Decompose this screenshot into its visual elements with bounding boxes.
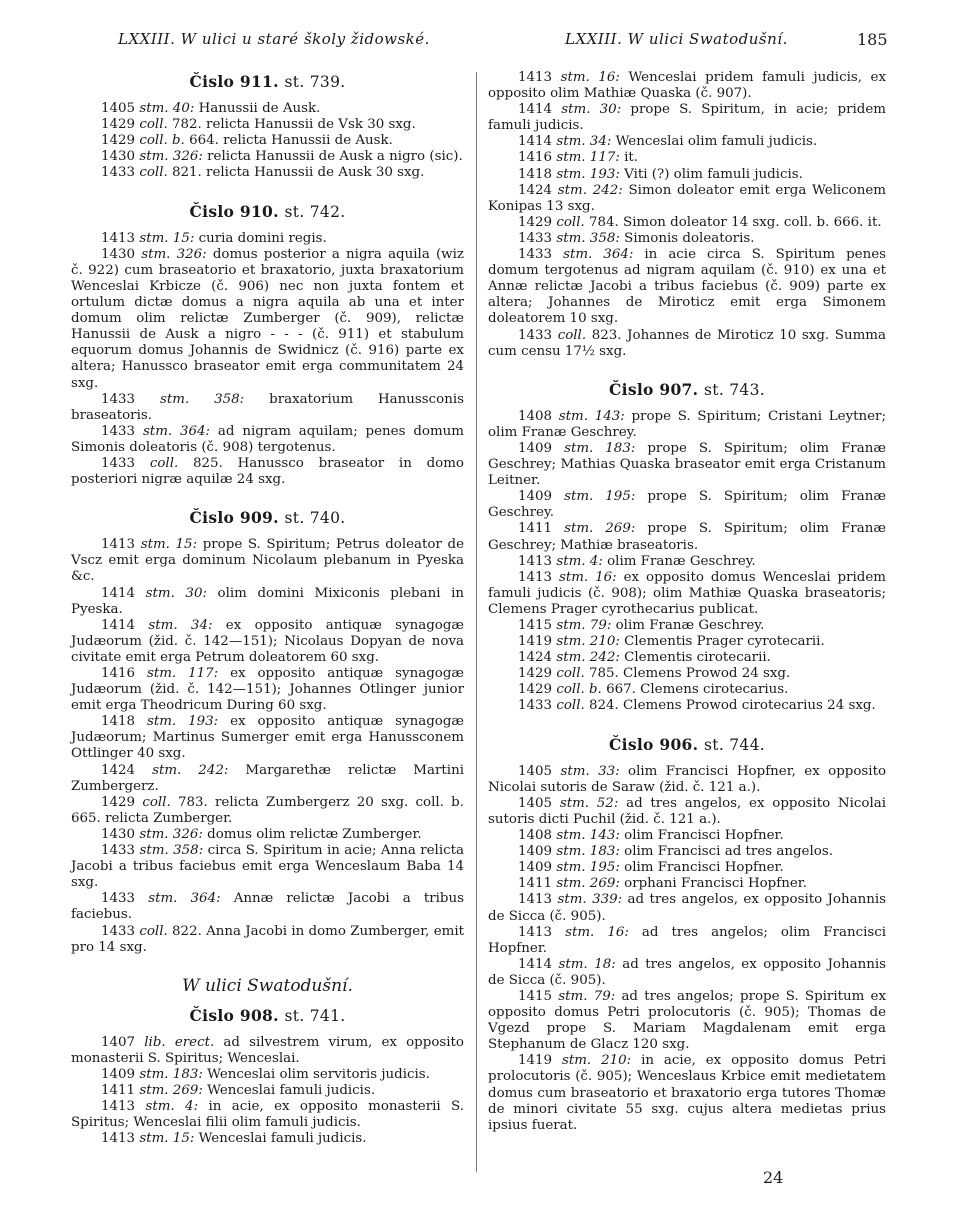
entry-st: st. 742. xyxy=(284,202,346,221)
entry-paragraph: 1405 stm. 40: Hanussii de Ausk. xyxy=(101,101,321,117)
entry-paragraph: 1413 stm. 16: ad tres angelos; olim Francisci Hopfner. xyxy=(488,924,887,956)
entry-paragraph: 1419 stm. 210: in acie, ex opposito domus Petri prolocutoris (č. 905); Wenceslaus Krbice emit medietatem domus cum braseatorio et braxatorio erga tutores Thomæ de minori civitate 55 sxg. cujus altera medietas prius ipsius fuerat. xyxy=(488,1053,886,1133)
header-right-title: LXXIII. W ulici Swatodušní. xyxy=(565,30,788,48)
signature-mark: 24 xyxy=(763,1168,784,1187)
entry-heading xyxy=(71,510,464,526)
entry-paragraph: 1413 stm. 15: Wenceslai famuli judicis. xyxy=(101,1131,367,1147)
entry-st: st. 739. xyxy=(284,73,346,91)
entry-paragraph: 1413 stm. 16: Wenceslai pridem famuli judicis, ex opposito olim Mathiæ Quaska (č. 907). xyxy=(488,70,887,102)
entry-paragraph: 1416 stm. 117: ex opposito antiquæ synagogæ Judæorum (žid. č. 142—151); Johannes Otlinger junior emit erga Theodricum During 60 sxg. xyxy=(71,666,464,714)
entry-paragraph: 1414 stm. 30: prope S. Spiritum, in acie; pridem famuli judicis. xyxy=(488,102,886,134)
entry-paragraph: 1414 stm. 34: ex opposito antiquæ synagogæ Judæorum (žid. č. 142—151); Nicolaus Dopyan de nova civitate emit erga Petrum doleatorem 60 sxg. xyxy=(71,617,464,665)
left-column xyxy=(71,70,464,1148)
entry-paragraph: 1409 stm. 195: prope S. Spiritum; olim Franæ Geschrey. xyxy=(488,489,886,521)
entry-paragraph: 1433 stm. 358: circa S. Spiritum in acie; Anna relicta Jacobi a tribus faciebus emit erga Wenceslaum Baba 14 sxg. xyxy=(71,843,464,891)
entry-number: Čislo 908. xyxy=(189,1005,279,1025)
entry-paragraph: 1429 coll. 784. Simon doleator 14 sxg. coll. b. 666. it. xyxy=(518,214,882,230)
entry-paragraph: 1413 stm. 4: in acie, ex opposito monasterii S. Spiritus; Wenceslai filii olim famuli judicis. xyxy=(71,1099,465,1131)
entry-paragraph: 1433 coll. 824. Clemens Prowod cirotecarius 24 sxg. xyxy=(518,698,876,714)
entry-st: st. 740. xyxy=(284,509,346,528)
entry-paragraph: 1433 coll. 822. Anna Jacobi in domo Zumberger, emit pro 14 sxg. xyxy=(71,923,464,955)
entry-paragraph: 1429 coll. b. 667. Clemens cirotecarius. xyxy=(518,682,789,698)
entry-st: st. 741. xyxy=(284,1006,346,1025)
entry-paragraph: 1430 stm. 326: domus olim relictæ Zumberger. xyxy=(101,826,422,842)
entry-paragraph: 1409 stm. 183: prope S. Spiritum; olim Franæ Geschrey; Mathias Quaska braseator emit erga Cristanum Leitner. xyxy=(488,440,886,489)
entry-paragraph: 1433 coll. 821. relicta Hanussii de Ausk 30 sxg. xyxy=(101,165,425,181)
right-column xyxy=(488,70,886,1134)
entry-paragraph: 1433 stm. 364: ad nigram aquilam; penes domum Simonis doleatoris (č. 908) tergotenus. xyxy=(71,423,464,455)
entry-st: st. 743. xyxy=(704,380,765,399)
street-heading: W ulici Swatodušní. xyxy=(182,975,353,996)
entry-paragraph: 1405 stm. 52: ad tres angelos, ex opposito Nicolai sutoris dicti Puchil (žid. č. 121 a.). xyxy=(488,795,886,827)
entry-paragraph: 1416 stm. 117: it. xyxy=(518,150,639,166)
entry-heading xyxy=(488,379,886,399)
entry-number: Čislo 909. xyxy=(189,508,279,528)
entry-paragraph: 1409 stm. 183: Wenceslai olim servitoris judicis. xyxy=(101,1067,430,1083)
entry-paragraph: 1409 stm. 183: olim Francisci ad tres angelos. xyxy=(518,844,833,860)
header-left-title: LXXIII. W ulici u staré školy židowské. xyxy=(118,30,430,48)
entry-paragraph: 1413 stm. 15: curia domini regis. xyxy=(101,230,327,246)
entry-heading xyxy=(71,1005,464,1025)
entry-st: st. 744. xyxy=(704,735,765,754)
entry-paragraph: 1408 stm. 143: olim Francisci Hopfner. xyxy=(518,828,784,844)
entry-number: Čislo 911. xyxy=(189,72,279,91)
entry-paragraph: 1408 stm. 143: prope S. Spiritum; Cristani Leytner; olim Franæ Geschrey. xyxy=(488,408,886,440)
column-divider xyxy=(476,72,477,1172)
entry-paragraph: 1418 stm. 193: Viti (?) olim famuli judicis. xyxy=(518,166,803,182)
page-number: 185 xyxy=(857,30,888,49)
entry-number: Čislo 906. xyxy=(609,734,699,754)
entry-paragraph: 1413 stm. 15: prope S. Spiritum; Petrus doleator de Vscz emit erga dominum Nicolaum plebanum in Pyeska &c. xyxy=(71,537,464,585)
entry-paragraph: 1415 stm. 79: olim Franæ Geschrey. xyxy=(518,618,765,633)
entry-paragraph: 1429 coll. 785. Clemens Prowod 24 sxg. xyxy=(518,666,791,682)
entry-paragraph: 1429 coll. 782. relicta Hanussii de Vsk 30 sxg. xyxy=(101,117,416,133)
entry-paragraph: 1433 coll. 823. Johannes de Miroticz 10 sxg. Summa cum censu 17½ sxg. xyxy=(488,327,886,359)
entry-paragraph: 1430 stm. 326: relicta Hanussii de Ausk a nigro (sic). xyxy=(101,149,463,165)
entry-number: Čislo 910. xyxy=(189,201,279,221)
entry-paragraph: 1411 stm. 269: prope S. Spiritum; olim Franæ Geschrey; Mathiæ braseatoris. xyxy=(488,521,886,553)
entry-number: Čislo 907. xyxy=(609,379,699,399)
entry-paragraph: 1429 coll. b. 664. relicta Hanussii de Ausk. xyxy=(101,133,393,149)
entry-heading xyxy=(71,201,464,221)
entry-heading xyxy=(71,74,464,90)
entry-paragraph: 1415 stm. 79: ad tres angelos; prope S. Spiritum ex opposito domus Petri prolocutoris (č. 905); Thomas de Vgezd prope S. Mariam Magdalenam emit erga Stephanum de Glacz 120 sxg. xyxy=(488,988,886,1053)
entry-paragraph: 1409 stm. 195: olim Francisci Hopfner. xyxy=(518,860,784,876)
entry-paragraph: 1413 stm. 339: ad tres angelos, ex opposito Johannis de Sicca (č. 905). xyxy=(488,892,886,924)
entry-paragraph: 1433 stm. 358: braxatorium Hanussconis braseatoris. xyxy=(71,391,464,423)
entry-paragraph: 1413 stm. 16: ex opposito domus Wenceslai pridem famuli judicis (č. 908); olim Mathiæ Quaska braseatoris; Clemens Prager cyrothecarius publicat. xyxy=(488,569,887,617)
entry-paragraph: 1407 lib. erect. ad silvestrem virum, ex opposito monasterii S. Spiritus; Wenceslai. xyxy=(71,1034,464,1066)
entry-paragraph: 1405 stm. 33: olim Francisci Hopfner, ex opposito Nicolai sutoris de Saraw (žid. č. 121 a.). xyxy=(488,763,887,795)
entry-paragraph: 1419 stm. 210: Clementis Prager cyrotecarii. xyxy=(518,634,825,650)
entry-heading xyxy=(488,734,886,754)
entry-paragraph: 1418 stm. 193: ex opposito antiquæ synagogæ Judæorum; Martinus Sumerger emit erga Hanussconem Ottlinger 40 sxg. xyxy=(71,714,464,762)
entry-paragraph: 1433 stm. 358: Simonis doleatoris. xyxy=(518,230,755,246)
running-header xyxy=(0,30,960,54)
entry-paragraph: 1424 stm. 242: Margarethæ relictæ Martini Zumbergerz. xyxy=(71,762,464,794)
entry-paragraph: 1433 stm. 364: Annæ relictæ Jacobi a tribus faciebus. xyxy=(71,891,464,923)
entry-paragraph: 1414 stm. 18: ad tres angelos, ex opposito Johannis de Sicca (č. 905). xyxy=(488,956,887,988)
entry-paragraph: 1430 stm. 326: domus posterior a nigra aquila (wiz č. 922) cum braseatorio et braxatorio, juxta braxatorium Wenceslai Krbicze (č. 906) nec non juxta fontem et ortulum dictæ domus a nigra aquila ab una et inter domum olim relictæ Zumberger (č. 909), relictæ Hanussii de Ausk a nigro - - - (č. 911) et stabulum equorum domus Johannis de Swidnicz (č. 916) parte ex altera; Hanussco braseator emit erga communitatem 24 sxg. xyxy=(71,246,464,391)
entry-paragraph: 1429 coll. 783. relicta Zumbergerz 20 sxg. coll. b. 665. relicta Zumberger. xyxy=(71,794,464,826)
entry-paragraph: 1414 stm. 34: Wenceslai olim famuli judicis. xyxy=(518,134,818,150)
entry-paragraph: 1424 stm. 242: Simon doleator emit erga Weliconem Konipas 13 sxg. xyxy=(488,182,886,214)
entry-paragraph: 1424 stm. 242: Clementis cirotecarii. xyxy=(518,650,771,666)
entry-paragraph: 1414 stm. 30: olim domini Mixiconis plebani in Pyeska. xyxy=(71,585,464,617)
entry-paragraph: 1433 stm. 364: in acie circa S. Spiritum penes domum tergotenus ad nigram aquilam (č. 910) ex una et Annæ relictæ Jacobi a tribus faciebus (č. 909) parte ex altera; Johannes de Miroticz emit erga Simonem doleatorem 10 sxg. xyxy=(488,247,886,327)
entry-paragraph: 1411 stm. 269: orphani Francisci Hopfner. xyxy=(518,876,807,892)
entry-paragraph: 1433 coll. 825. Hanussco braseator in domo posteriori nigræ aquilæ 24 sxg. xyxy=(71,455,464,488)
entry-paragraph: 1411 stm. 269: Wenceslai famuli judicis. xyxy=(101,1083,376,1099)
entry-paragraph: 1413 stm. 4: olim Franæ Geschrey. xyxy=(518,553,756,569)
